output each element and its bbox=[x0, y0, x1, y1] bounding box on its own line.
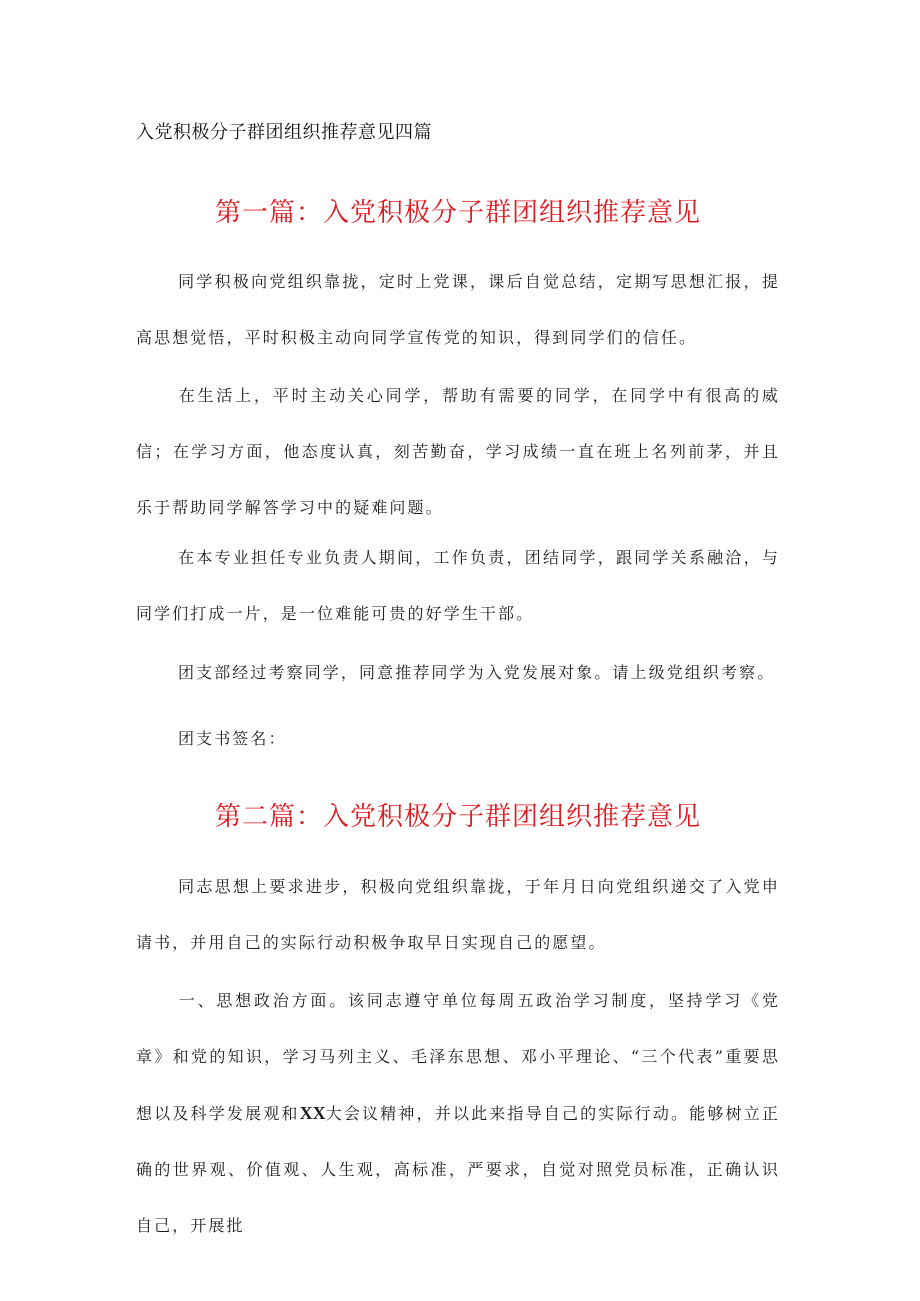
section-1-paragraph-2 bbox=[136, 368, 780, 536]
section-2-paragraph-1 bbox=[136, 859, 780, 971]
paragraph-text: 在生活上，平时主动关心同学，帮助有需要的同学，在同学中有很高的威信；在学习方面，他态度认真，刻苦勤奋，学习成绩一直在班上名列前茅，并且乐于帮助同学解答学习中的疑难问题。 bbox=[136, 386, 780, 517]
placeholder-xx: XX bbox=[299, 1103, 326, 1123]
section-1-paragraph-3 bbox=[136, 530, 780, 642]
paragraph-text: 团支部经过考察同学，同意推荐同学为入党发展对象。请上级党组织考察。 bbox=[178, 663, 776, 682]
section-1-signature-line bbox=[136, 711, 780, 767]
section-1-paragraph-4 bbox=[136, 645, 780, 701]
section-2-paragraph-2 bbox=[136, 973, 780, 1254]
paragraph-text: 团支书签名： bbox=[178, 729, 287, 748]
section-heading-1: 第一篇：入党积极分子群团组织推荐意见 bbox=[214, 198, 701, 228]
paragraph-text: 同学积极向党组织靠拢，定时上党课，课后自觉总结，定期写思想汇报，提高思想觉悟，平时积极主动向同学宣传党的知识，得到同学们的信任。 bbox=[136, 272, 780, 347]
paragraph-text: 同志思想上要求进步，积极向党组织靠拢，于年月日向党组织递交了入党申请书，并用自己的实际行动积极争取早日实现自己的愿望。 bbox=[136, 877, 780, 952]
section-heading-2: 第二篇：入党积极分子群团组织推荐意见 bbox=[214, 802, 701, 832]
document-title: 入党积极分子群团组织推荐意见四篇 bbox=[136, 122, 432, 143]
paragraph-text: 在本专业担任专业负责人期间，工作负责，团结同学，跟同学关系融洽，与同学们打成一片，是一位难能可贵的好学生干部。 bbox=[136, 548, 780, 623]
paragraph-text: 大会议精神，并以此来指导自己的实际行动。能够树立正确的世界观、价值观、人生观，高标准，严要求，自觉对照党员标准，正确认识自己，开展批 bbox=[136, 1104, 780, 1235]
section-1-paragraph-1 bbox=[136, 254, 780, 366]
paragraph-text: 一、思想政治方面。该同志遵守单位每周五政治学习制度，坚持学习《党章》和党的知识，学习马列主义、毛泽东思想、邓小平理论、“三个代表”重要思想以及科学发展观和 bbox=[136, 991, 780, 1123]
